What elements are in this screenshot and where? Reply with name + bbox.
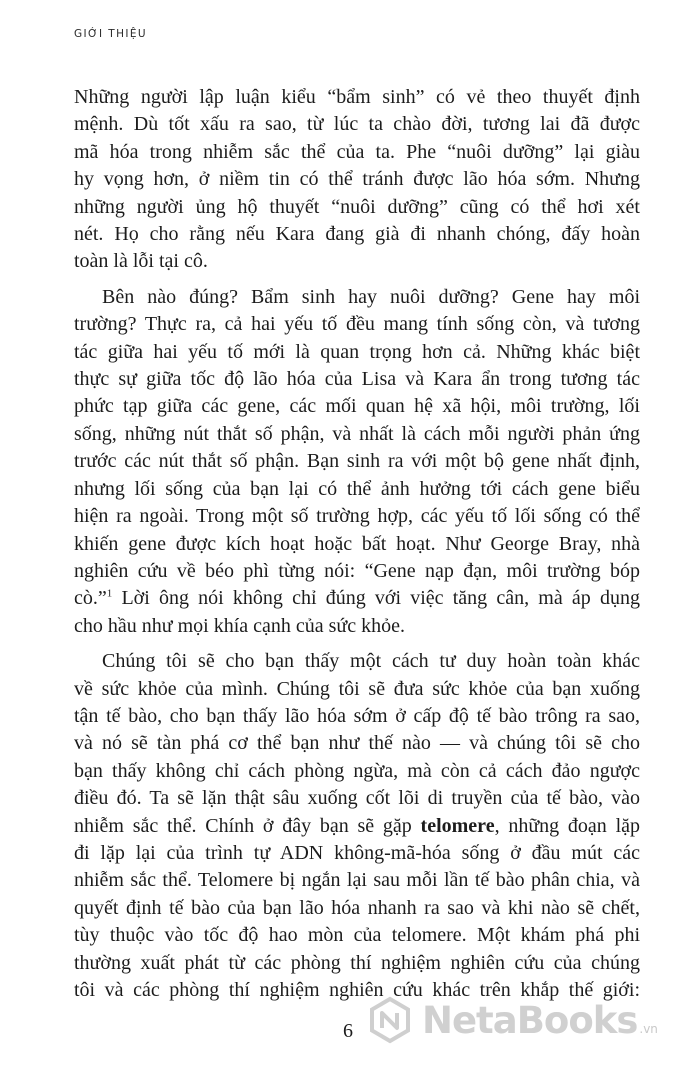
text-line: đi lặp lại của trình tự ADN không-mã-hóa sống ở đầu mút các bbox=[74, 841, 640, 864]
text-line: thường xuất phát từ các phòng thí nghiệm nghiên cứu của chúng bbox=[74, 951, 640, 974]
text-line: hiện ra ngoài. Trong một số trường hợp, các yếu tố lối sống có thể bbox=[74, 505, 640, 528]
text-fragment: Lời ông nói không chỉ đúng với việc tăng cân, mà áp dụng bbox=[112, 587, 640, 610]
page-number: 6 bbox=[343, 1020, 353, 1042]
text-line: quyết định tế bào của bạn lão hóa nhanh ra sao và khi nào sẽ chết, bbox=[74, 896, 640, 919]
text-line: nét. Họ cho rằng nếu Kara đang già đi nhanh chóng, đấy hoàn bbox=[74, 223, 640, 246]
quote-end: cò.” bbox=[74, 587, 107, 610]
text-line: tùy thuộc vào tốc độ hao mòn của telomere. Một khám phá phi bbox=[74, 924, 640, 947]
text-line: tận tế bào, cho bạn thấy lão hóa sớm ở cấp độ tế bào trông ra sao, bbox=[74, 704, 640, 727]
text-line: toàn là lỗi tại cô. bbox=[74, 250, 208, 273]
text-line: khiến gene được kích hoạt hoặc bất hoạt. Như George Bray, nhà bbox=[74, 532, 640, 555]
text-line: Những người lập luận kiểu “bẩm sinh” có vẻ theo thuyết định bbox=[74, 86, 640, 108]
key-term: telomere bbox=[420, 814, 495, 837]
watermark-suffix: .vn bbox=[639, 1022, 658, 1036]
text-line: mệnh. Dù tốt xấu ra sao, từ lúc ta chào đời, tương lai đã được bbox=[74, 113, 640, 136]
text-line: nghiên cứu về béo phì từng nói: “Gene nạp đạn, môi trường bóp bbox=[74, 559, 640, 582]
footnote-marker: 1 bbox=[106, 587, 113, 600]
paragraph-2 bbox=[74, 284, 640, 640]
text-line: cho hầu như mọi khía cạnh của sức khỏe. bbox=[74, 614, 406, 637]
watermark-brand: NetaBooks bbox=[422, 998, 638, 1042]
text-line: thực sự giữa tốc độ lão hóa của Lisa và Kara ẩn trong tương tác bbox=[74, 368, 640, 391]
paragraph-3 bbox=[74, 648, 640, 1004]
text-line: nhiễm sắc thể. Telomere bị ngắn lại sau mỗi lần tế bào phân chia, và bbox=[74, 869, 640, 892]
text-line: bạn thấy không chỉ cách phòng ngừa, mà còn cả cách đảo ngược bbox=[74, 759, 640, 782]
text-line: về sức khỏe của mình. Chúng tôi sẽ đưa sức khỏe của bạn xuống bbox=[74, 677, 640, 700]
text-line bbox=[74, 813, 640, 840]
text-fragment: nhiễm sắc thể. Chính ở đây bạn sẽ gặp bbox=[74, 814, 421, 837]
text-line: và nó sẽ tàn phá cơ thể bạn như thế nào — và chúng tôi sẽ cho bbox=[74, 732, 640, 755]
text-line: trường? Thực ra, cả hai yếu tố đều mang tính sống còn, và tương bbox=[74, 313, 640, 336]
text-line: hy vọng hơn, ở niềm tin có thể tránh được lão hóa sớm. Nhưng bbox=[74, 168, 640, 191]
page-body bbox=[74, 84, 640, 1004]
text-fragment: , những đoạn lặp bbox=[494, 814, 640, 837]
text-line: sống, những nút thắt số phận, và nhất là cách mỗi người phản ứng bbox=[74, 422, 640, 445]
text-line: nhưng lối sống của bạn lại có thể ảnh hưởng tới cách gene biểu bbox=[74, 477, 640, 500]
text-line: trước các nút thắt số phận. Bạn sinh ra với một bộ gene nhất định, bbox=[74, 450, 640, 473]
running-header: GIỚI THIỆU bbox=[74, 28, 147, 40]
text-line: những người ủng hộ thuyết “nuôi dưỡng” cũng có thể hơi xét bbox=[74, 195, 640, 218]
text-line: phức tạp giữa các gene, các mối quan hệ xã hội, môi trường, lối bbox=[74, 395, 640, 418]
text-line: mã hóa trong nhiễm sắc thể của ta. Phe “nuôi dưỡng” lại giàu bbox=[74, 140, 640, 163]
text-line: Chúng tôi sẽ cho bạn thấy một cách tư duy hoàn toàn khác bbox=[102, 650, 640, 673]
watermark bbox=[366, 996, 658, 1044]
netabooks-logo-icon bbox=[366, 996, 414, 1044]
text-line: tôi và các phòng thí nghiệm nghiên cứu khác trên khắp thế giới: bbox=[74, 979, 640, 1001]
text-line bbox=[74, 585, 640, 612]
text-line: tác giữa hai yếu tố mới là quan trọng hơn cả. Những khác biệt bbox=[74, 340, 640, 363]
paragraph-1 bbox=[74, 84, 640, 276]
text-line: điều đó. Ta sẽ lặn thật sâu xuống cốt lõi di truyền của tế bào, vào bbox=[74, 787, 640, 810]
text-line: Bên nào đúng? Bẩm sinh hay nuôi dưỡng? Gene hay môi bbox=[102, 285, 640, 308]
